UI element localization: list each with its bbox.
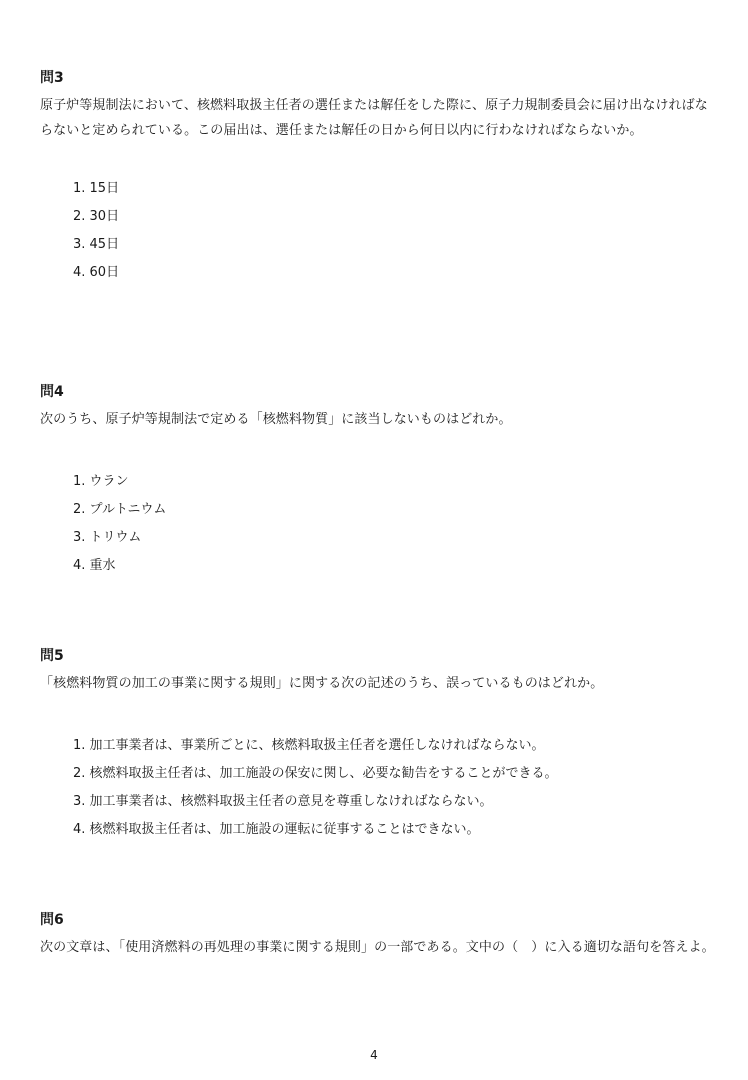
question-title: 問3 [40,70,64,86]
page-number: 4 [370,1048,378,1062]
option-item: 2. 30日 [73,209,120,224]
option-item: 4. 核燃料取扱主任者は、加工施設の運転に従事することはできない。 [73,822,480,837]
option-item: 4. 重水 [73,558,116,573]
option-item: 2. 核燃料取扱主任者は、加工施設の保安に関し、必要な勧告をすることができる。 [73,766,558,781]
option-item: 1. 加工事業者は、事業所ごとに、核燃料取扱主任者を選任しなければならない。 [73,738,545,753]
option-item: 1. 15日 [73,181,120,196]
option-item: 1. ウラン [73,474,129,489]
question-text: 原子炉等規制法において、核燃料取扱主任者の選任または解任をした際に、原子力規制委員会に届け出なければならないと定められている。この届出は、選任または解任の日から何日以内に行わなければならないか。 [40,98,708,138]
option-item: 3. トリウム [73,530,142,545]
option-item: 2. プルトニウム [73,502,167,517]
option-list [40,732,716,844]
option-item: 4. 60日 [73,265,120,280]
question-5 [40,646,716,844]
question-title: 問5 [40,648,64,664]
option-item: 3. 45日 [73,237,120,252]
question-3 [40,68,716,287]
option-list [40,175,716,287]
question-title: 問6 [40,912,64,928]
question-text: 次のうち、原子炉等規制法で定める「核燃料物質」に該当しないものはどれか。 [40,412,512,427]
question-text: 「核燃料物質の加工の事業に関する規則」に関する次の記述のうち、誤っているものはどれか。 [40,676,604,691]
question-4 [40,382,716,580]
question-text: 次の文章は、「使用済燃料の再処理の事業に関する規則」の一部である。文中の（ ）に入る適切な語句を答えよ。 [40,940,715,955]
option-item: 3. 加工事業者は、核燃料取扱主任者の意見を尊重しなければならない。 [73,794,493,809]
question-title: 問4 [40,384,64,400]
question-6 [40,910,716,960]
option-list [40,468,716,580]
